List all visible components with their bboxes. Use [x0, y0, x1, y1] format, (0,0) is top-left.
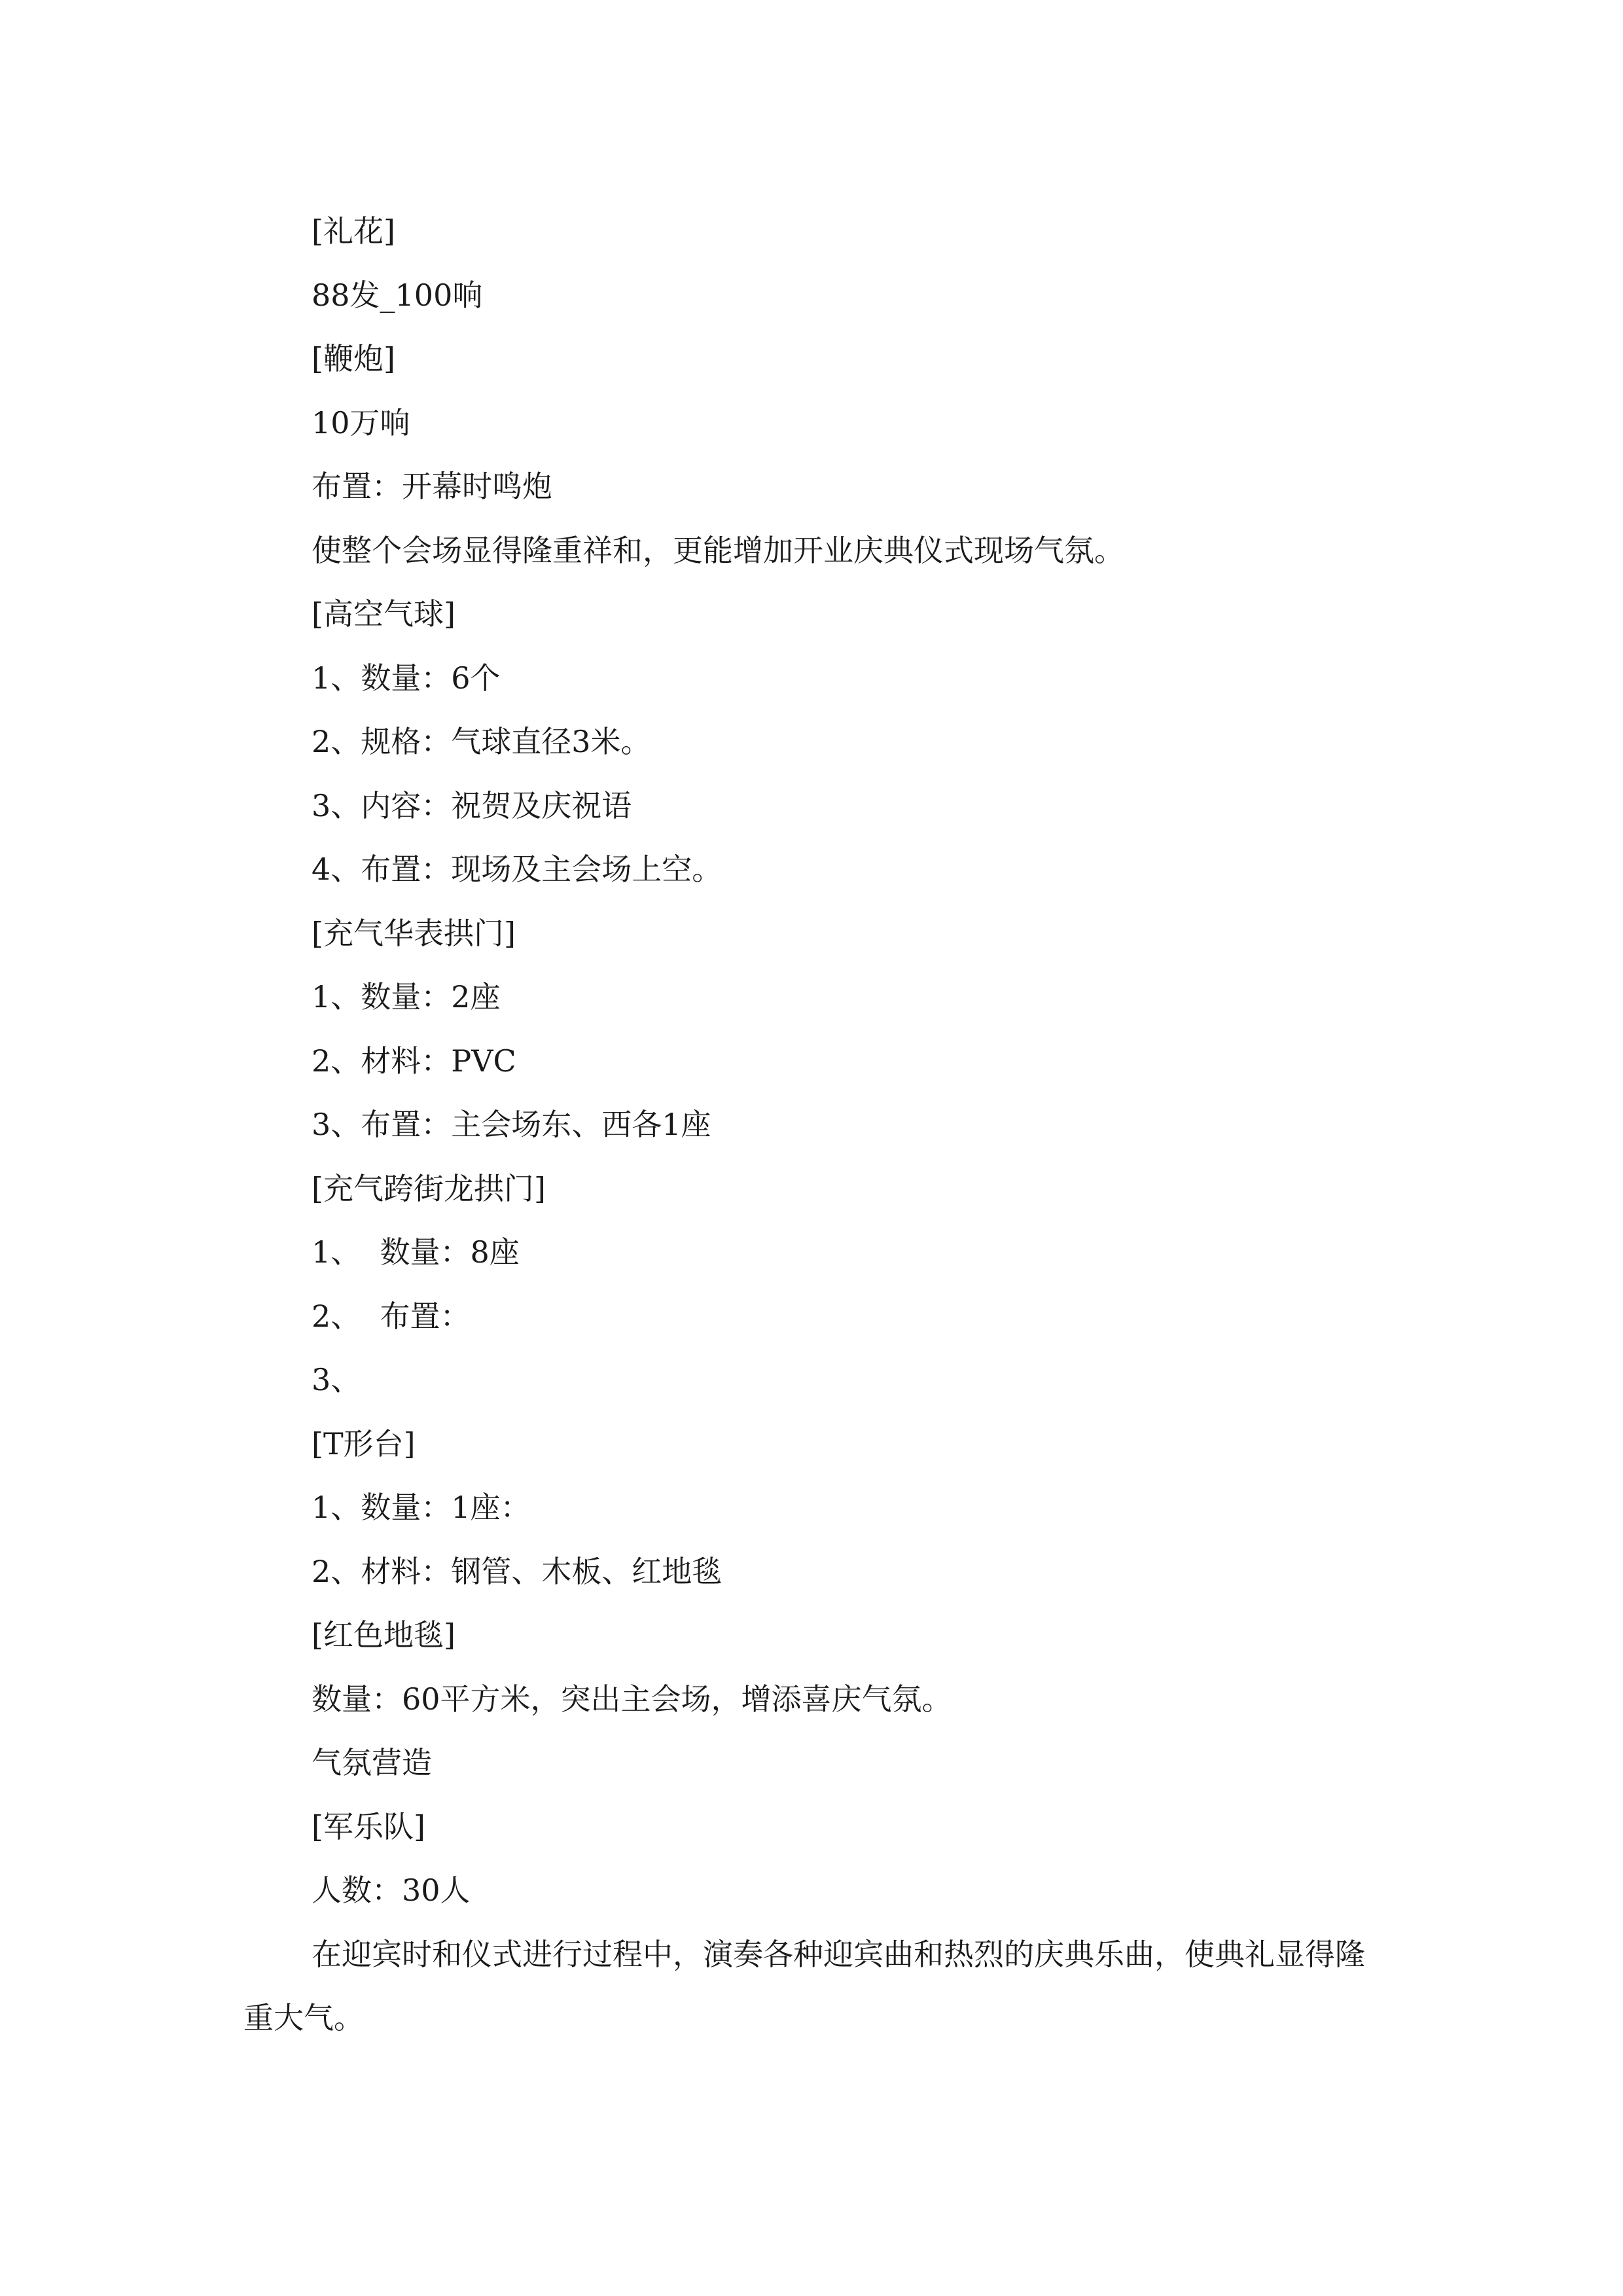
heading-red-carpet: [红色地毯]	[312, 1617, 455, 1653]
text-line: 使整个会场显得隆重祥和，更能增加开业庆典仪式现场气氛。	[312, 532, 1124, 568]
text-line: 人数：30人	[312, 1873, 471, 1908]
text-line: 3、	[312, 1362, 361, 1397]
text-line: 2、材料：PVC	[312, 1043, 516, 1079]
text-line: 1、 数量：8座	[312, 1234, 520, 1270]
text-line: 2、 布置：	[312, 1298, 471, 1334]
text-line: 布置：开幕时鸣炮	[312, 469, 552, 504]
text-line: 3、内容：祝贺及庆祝语	[312, 787, 632, 823]
text-line: 88发_100响	[312, 277, 483, 313]
text-line: 3、布置：主会场东、西各1座	[312, 1107, 711, 1142]
heading-fireworks: [礼花]	[312, 213, 395, 249]
text-line: 4、布置：现场及主会场上空。	[312, 852, 722, 887]
document-body	[243, 200, 1380, 2051]
heading-balloons: [高空气球]	[312, 596, 455, 632]
text-line: 数量：60平方米，突出主会场，增添喜庆气氛。	[312, 1681, 952, 1717]
closing-paragraph: 在迎宾时和仪式进行过程中，演奏各种迎宾曲和热烈的庆典乐曲，使典礼显得隆重大气。	[243, 1936, 1365, 2036]
heading-inflatable-arch: [充气华表拱门]	[312, 915, 516, 951]
text-line: 2、规格：气球直径3米。	[312, 724, 651, 759]
text-line: 1、数量：1座：	[312, 1490, 531, 1525]
text-line: 1、数量：6个	[312, 660, 501, 696]
text-line: 2、材料：钢管、木板、红地毯	[312, 1553, 722, 1589]
heading-t-stage: [T形台]	[312, 1426, 416, 1462]
section-title-atmosphere: 气氛营造	[312, 1745, 432, 1780]
heading-dragon-arch: [充气跨街龙拱门]	[312, 1170, 546, 1206]
text-line: 1、数量：2座	[312, 979, 501, 1014]
heading-military-band: [军乐队]	[312, 1808, 425, 1844]
text-line: 10万响	[312, 404, 410, 440]
heading-firecrackers: [鞭炮]	[312, 341, 395, 376]
